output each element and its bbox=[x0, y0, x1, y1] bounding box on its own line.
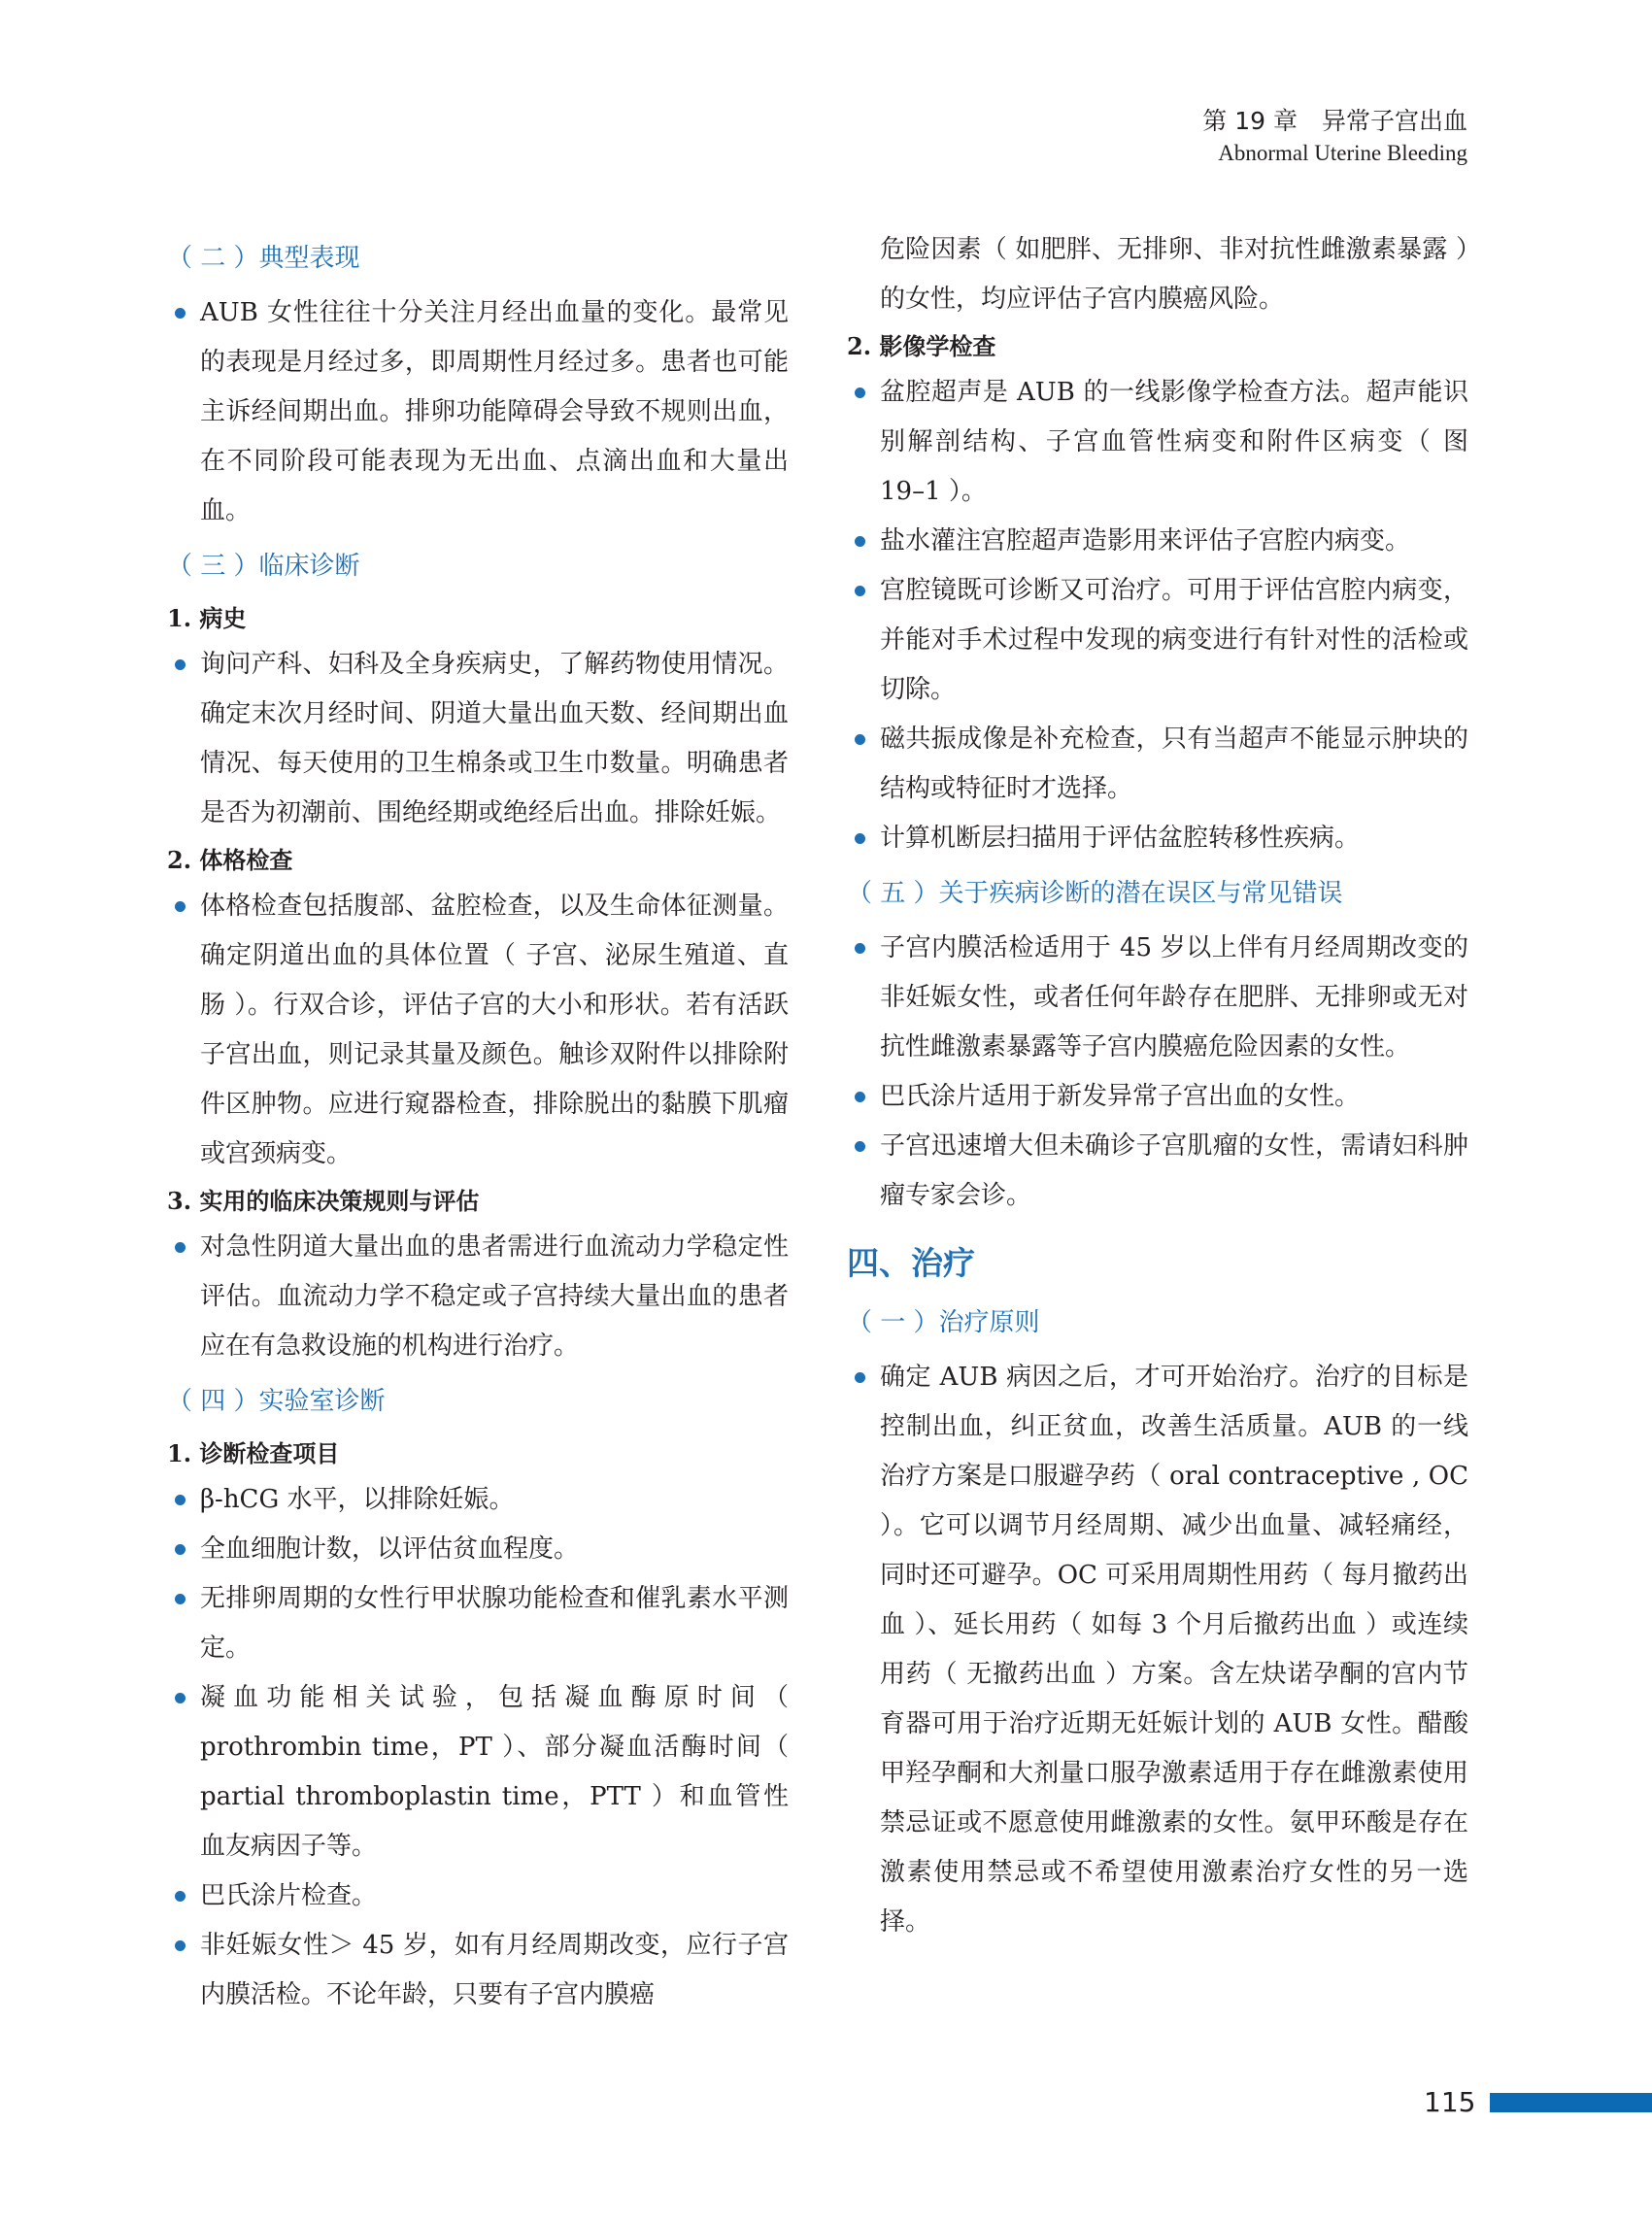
list-item: 子宫内膜活检适用于 45 岁以上伴有月经周期改变的非妊娠女性，或者任何年龄存在肥胖、无排卵或无对抗性雌激素暴露等子宫内膜癌危险因素的女性。 bbox=[847, 924, 1468, 1072]
bullet-icon bbox=[175, 659, 185, 670]
list-item: β-hCG 水平，以排除妊娠。 bbox=[167, 1475, 789, 1525]
list-item: 无排卵周期的女性行甲状腺功能检查和催乳素水平测定。 bbox=[167, 1574, 789, 1673]
bullet-icon bbox=[175, 1495, 185, 1505]
section-heading: （ 四 ）实验室诊断 bbox=[167, 1387, 386, 1416]
subsection-heading: 1. 诊断检查项目 bbox=[167, 1439, 340, 1467]
bullet-icon bbox=[855, 586, 865, 596]
bullet-icon bbox=[175, 1891, 185, 1902]
list-item: 询问产科、妇科及全身疾病史，了解药物使用情况。确定末次月经时间、阴道大量出血天数、经间期出血情况、每天使用的卫生棉条或卫生巾数量。明确患者是否为初潮前、围绝经期或绝经后出血。排除妊娠。 bbox=[167, 640, 789, 838]
chapter-title-english: Abnormal Uterine Bleeding bbox=[1218, 141, 1467, 165]
chapter-section-heading: 四、治疗 bbox=[847, 1244, 975, 1282]
list-item: 磁共振成像是补充检查，只有当超声不能显示肿块的结构或特征时才选择。 bbox=[847, 715, 1468, 814]
list-item: 非妊娠女性＞ 45 岁，如有月经周期改变，应行子宫内膜活检。不论年龄，只要有子宫内膜癌 bbox=[167, 1921, 789, 2020]
chapter-title: 第 19 章 异常子宫出血 bbox=[1202, 107, 1467, 135]
bullet-list bbox=[167, 640, 789, 838]
bullet-icon bbox=[175, 1594, 185, 1604]
bullet-list bbox=[847, 924, 1468, 1221]
section-heading: （ 五 ）关于疾病诊断的潜在误区与常见错误 bbox=[847, 879, 1343, 908]
right-column bbox=[847, 225, 1468, 1947]
bullet-icon bbox=[855, 388, 865, 398]
bullet-list bbox=[167, 1223, 789, 1371]
list-item: 盆腔超声是 AUB 的一线影像学检查方法。超声能识别解剖结构、子宫血管性病变和附件区病变（ 图 19–1 ）。 bbox=[847, 368, 1468, 517]
bullet-list bbox=[167, 288, 789, 536]
page-number: 115 bbox=[1424, 2086, 1476, 2118]
bullet-icon bbox=[175, 1242, 185, 1253]
list-item: 体格检查包括腹部、盆腔检查，以及生命体征测量。确定阴道出血的具体位置（ 子宫、泌尿生殖道、直肠 ）。行双合诊，评估子宫的大小和形状。若有活跃子宫出血，则记录其量及颜色。触诊双附件以排除附件区肿物。应进行窥器检查，排除脱出的黏膜下肌瘤或宫颈病变。 bbox=[167, 882, 789, 1179]
list-item: 凝血功能相关试验，包括凝血酶原时间（ prothrombin time，PT ）、部分凝血活酶时间（ partial thromboplastin time，PTT ）和血管性血友病因子等。 bbox=[167, 1673, 789, 1871]
section-heading: （ 三 ）临床诊断 bbox=[167, 552, 360, 581]
list-item: 全血细胞计数，以评估贫血程度。 bbox=[167, 1525, 789, 1574]
list-item: 子宫迅速增大但未确诊子宫肌瘤的女性，需请妇科肿瘤专家会诊。 bbox=[847, 1122, 1468, 1221]
running-header bbox=[1202, 105, 1467, 169]
subsection-heading: 2. 体格检查 bbox=[167, 846, 293, 874]
left-column bbox=[167, 228, 789, 2020]
list-item: 宫腔镜既可诊断又可治疗。可用于评估宫腔内病变，并能对手术过程中发现的病变进行有针对性的活检或切除。 bbox=[847, 566, 1468, 715]
bullet-icon bbox=[175, 308, 185, 319]
list-item: AUB 女性往往十分关注月经出血量的变化。最常见的表现是月经过多，即周期性月经过多。患者也可能主诉经间期出血。排卵功能障碍会导致不规则出血，在不同阶段可能表现为无出血、点滴出血和大量出血。 bbox=[167, 288, 789, 536]
continued-paragraph: 危险因素（ 如肥胖、无排卵、非对抗性雌激素暴露 ）的女性，均应评估子宫内膜癌风险。 bbox=[880, 235, 1468, 314]
subsection-heading: 3. 实用的临床决策规则与评估 bbox=[167, 1187, 480, 1215]
list-item: 对急性阴道大量出血的患者需进行血流动力学稳定性评估。血流动力学不稳定或子宫持续大量出血的患者应在有急救设施的机构进行治疗。 bbox=[167, 1223, 789, 1371]
bullet-icon bbox=[855, 536, 865, 547]
list-item: 巴氏涂片检查。 bbox=[167, 1871, 789, 1921]
bullet-icon bbox=[175, 1693, 185, 1703]
list-item: 盐水灌注宫腔超声造影用来评估子宫腔内病变。 bbox=[847, 517, 1468, 566]
bullet-list bbox=[167, 1475, 789, 2020]
section-heading: （ 二 ）典型表现 bbox=[167, 244, 360, 273]
bullet-icon bbox=[855, 1092, 865, 1102]
bullet-list bbox=[847, 1353, 1468, 1947]
bullet-icon bbox=[855, 734, 865, 745]
list-item: 确定 AUB 病因之后，才可开始治疗。治疗的目标是控制出血，纠正贫血，改善生活质量。AUB 的一线治疗方案是口服避孕药（ oral contraceptive , OC ）。它可以调节月经周期、减少出血量、减轻痛经，同时还可避孕。OC 可采用周期性用药（ 每月撤药出血 ）、延长用药（ 如每 3 个月后撤药出血 ）或连续用药（ 无撤药出血 ）方案。含左炔诺孕酮的宫内节育器可用于治疗近期无妊娠计划的 AUB 女性。醋酸甲羟孕酮和大剂量口服孕激素适用于存在雌激素使用禁忌证或不愿意使用雌激素的女性。氨甲环酸是存在激素使用禁忌或不希望使用激素治疗女性的另一选择。 bbox=[847, 1353, 1468, 1947]
section-heading: （ 一 ）治疗原则 bbox=[847, 1308, 1040, 1337]
footer-accent-bar bbox=[1490, 2093, 1652, 2112]
list-item: 巴氏涂片适用于新发异常子宫出血的女性。 bbox=[847, 1072, 1468, 1122]
bullet-icon bbox=[855, 833, 865, 844]
bullet-list bbox=[167, 882, 789, 1179]
subsection-heading: 1. 病史 bbox=[167, 604, 247, 632]
bullet-icon bbox=[855, 943, 865, 954]
bullet-icon bbox=[855, 1372, 865, 1383]
subsection-heading: 2. 影像学检查 bbox=[847, 332, 996, 360]
bullet-list bbox=[847, 368, 1468, 863]
bullet-icon bbox=[855, 1141, 865, 1152]
bullet-icon bbox=[175, 901, 185, 912]
bullet-icon bbox=[175, 1544, 185, 1555]
bullet-icon bbox=[175, 1940, 185, 1951]
list-item: 计算机断层扫描用于评估盆腔转移性疾病。 bbox=[847, 814, 1468, 863]
